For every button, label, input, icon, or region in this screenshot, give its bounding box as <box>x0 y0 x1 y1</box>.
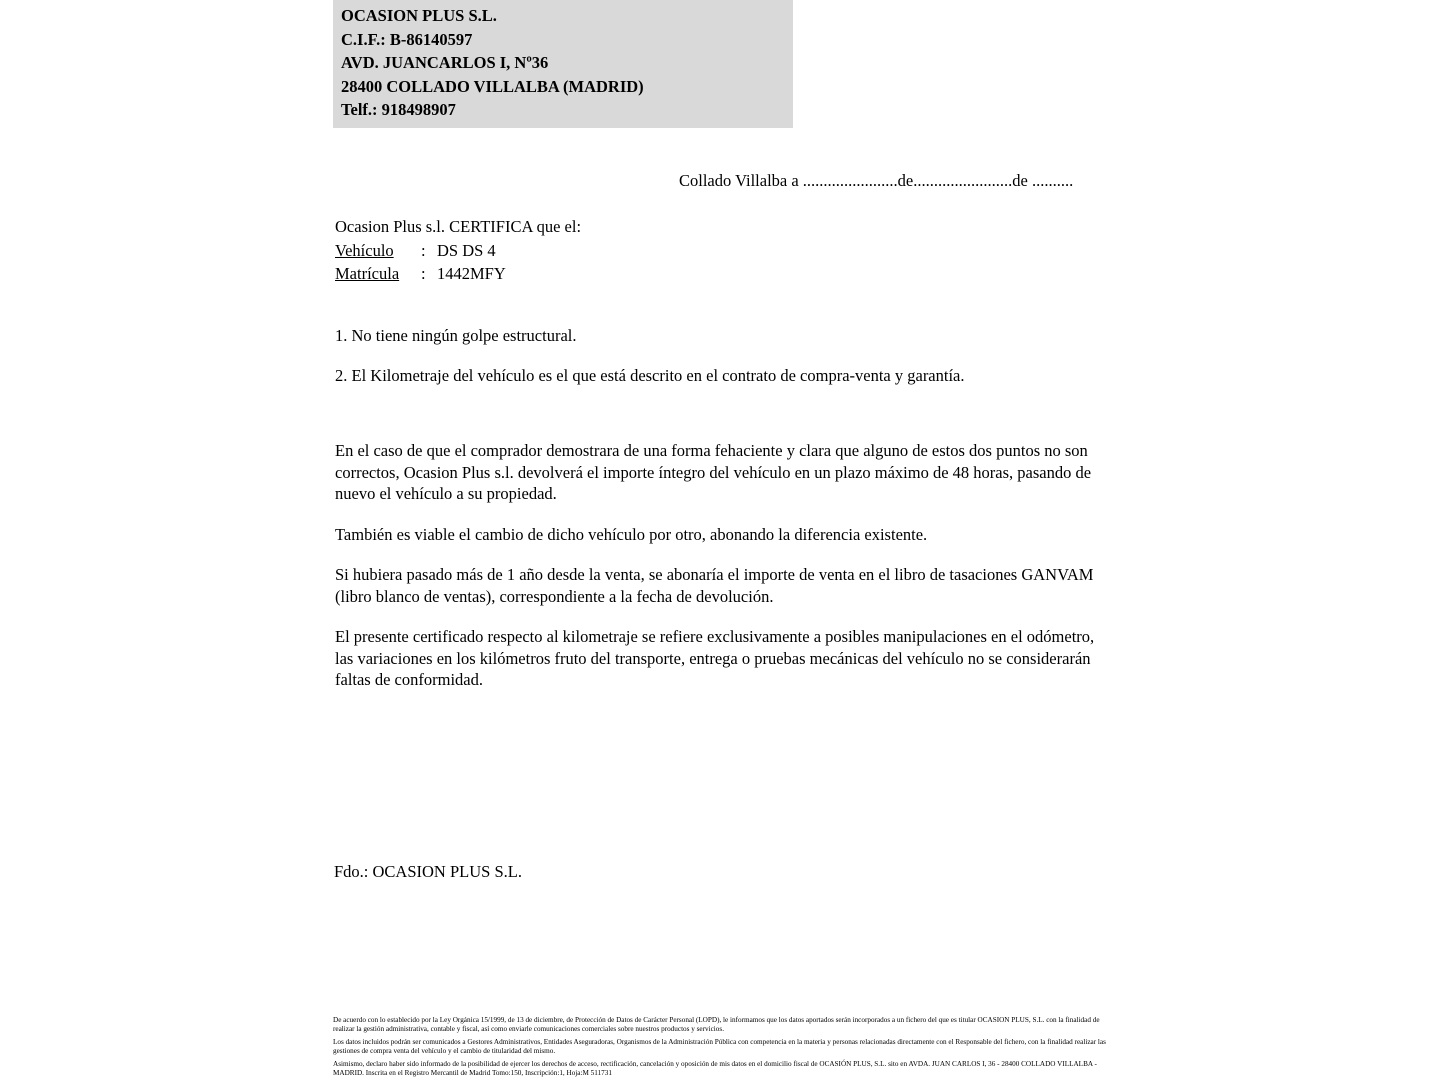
company-address: AVD. JUANCARLOS I, Nº36 <box>341 53 549 72</box>
paragraph-refund: En el caso de que el comprador demostrara de una forma fehaciente y clara que alguno de estos dos puntos no son correctos, Ocasion Plus s.l. devolverá el importe íntegro del vehículo en un plazo máximo de 48 horas, pasando de nuevo el vehículo a su propiedad. <box>335 441 1092 503</box>
vehicle-separator: : <box>421 240 426 260</box>
vehicle-value: DS DS 4 <box>437 240 496 260</box>
certifies-intro: Ocasion Plus s.l. CERTIFICA que el: <box>335 217 582 236</box>
certified-points <box>335 325 965 405</box>
company-city: 28400 COLLADO VILLALBA (MADRID) <box>341 76 644 96</box>
paragraph-one-year: Si hubiera pasado más de 1 año desde la venta, se abonaría el importe de venta en el libro de tasaciones GANVAM (libro blanco de ventas), correspondiente a la fecha de devolución. <box>335 565 1094 606</box>
legal-paragraph-1: De acuerdo con lo establecido por la Ley Orgánica 15/1999, de 13 de diciembre, de Protección de Datos de Carácter Personal (LOPD), le informamos que los datos aportados serán incorporados a un fichero del que es titular OCASION PLUS, S.L. con la finalidad de realizar la gestión administrativa, contable y fiscal, así como enviarle comunicaciones comerciales sobre nuestros productos y servicios. <box>333 1016 1100 1034</box>
legal-footer <box>333 1016 1108 1079</box>
point-2: 2. El Kilometraje del vehículo es el que está descrito en el contrato de compra-venta y garantía. <box>335 366 965 385</box>
paragraph-exchange: También es viable el cambio de dicho vehículo por otro, abonando la diferencia existente. <box>335 524 928 544</box>
certification-block <box>335 215 581 286</box>
legal-paragraph-3: Asimismo, declaro haber sido informado de la posibilidad de ejercer los derechos de acceso, rectificación, cancelación y oposición de mis datos en el domicilio fiscal de OCASIÓN PLUS, S.L. sito en AVDA. JUAN CARLOS I, 36 - 28400 COLLADO VILLALBA - MADRID. Inscrita en el Registro Mercantil de Madrid Tomo:150, Inscripción:1, Hoja:M 511731 <box>333 1060 1097 1078</box>
company-cif: C.I.F.: B-86140597 <box>341 29 473 49</box>
company-name: OCASION PLUS S.L. <box>341 6 497 25</box>
company-phone: Telf.: 918498907 <box>341 100 456 119</box>
plate-row <box>335 262 581 286</box>
legal-paragraph-2: Los datos incluidos podrán ser comunicados a Gestores Administrativos, Entidades Aseguradoras, Organismos de la Administración Pública con competencia en la materia y personas relacionadas directamente con el Responsable del fichero, con la finalidad realizar las gestiones de compra venta del vehículo y el cambio de titularidad del mismo. <box>333 1038 1106 1056</box>
vehicle-label: Vehículo <box>335 240 394 260</box>
body-paragraphs <box>335 440 1105 710</box>
signature-line: Fdo.: OCASION PLUS S.L. <box>334 862 522 881</box>
place-date-line: Collado Villalba a .......................de........................de .......... <box>679 171 1074 190</box>
plate-separator: : <box>421 264 426 283</box>
company-letterhead <box>333 0 793 128</box>
paragraph-odometer: El presente certificado respecto al kilometraje se refiere exclusivamente a posibles manipulaciones en el odómetro, las variaciones en los kilómetros fruto del transporte, entrega o pruebas mecánicas del vehículo no se considerarán faltas de conformidad. <box>335 627 1095 689</box>
plate-value: 1442MFY <box>437 264 506 283</box>
point-1: 1. No tiene ningún golpe estructural. <box>335 326 577 345</box>
plate-label: Matrícula <box>335 264 400 283</box>
vehicle-row <box>335 239 581 263</box>
